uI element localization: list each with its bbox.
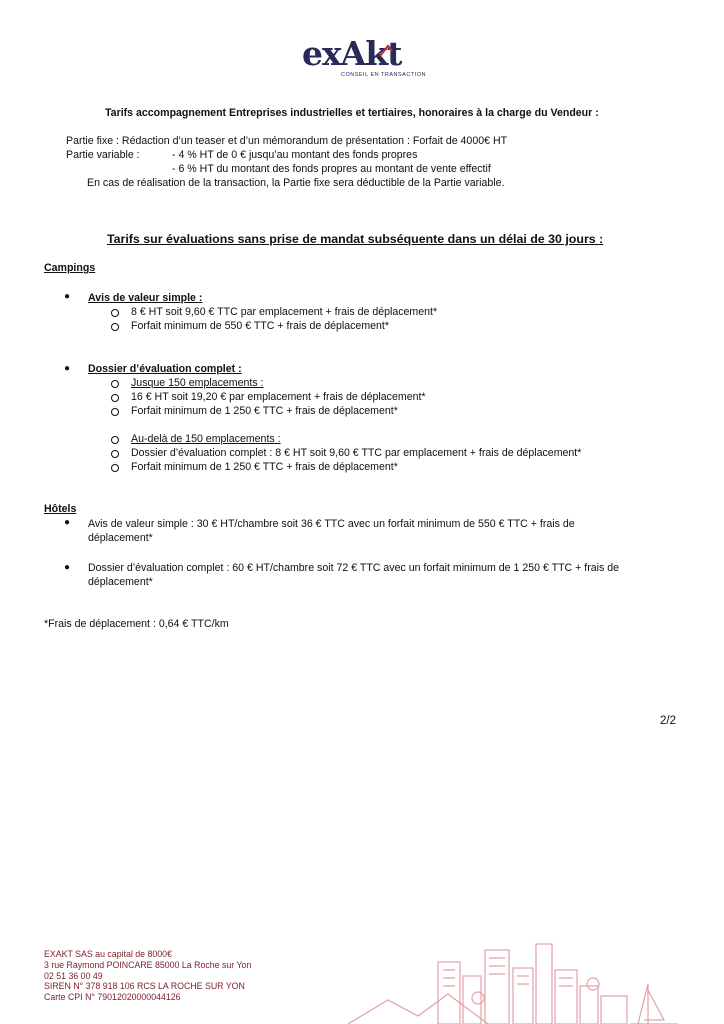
bullet-icon: ●	[64, 517, 71, 528]
deduction-note: En cas de réalisation de la transaction, la Partie fixe sera déductible de la Partie variable.	[87, 177, 505, 189]
variable-part-label: Partie variable :	[66, 149, 140, 161]
bullet-icon: ●	[64, 291, 71, 302]
list-item: Dossier d’évaluation complet : 8 € HT soit 9,60 € TTC par emplacement + frais de déplacement*	[131, 447, 582, 459]
footer-line: 02 51 36 00 49	[44, 970, 103, 981]
fixed-part: Partie fixe : Rédaction d’un teaser et d’un mémorandum de présentation : Forfait de 4000€ HT	[66, 135, 508, 147]
list-item: Forfait minimum de 1 250 € TTC + frais de déplacement*	[131, 405, 398, 417]
circle-bullet-icon	[111, 436, 119, 444]
logo-accent-icon	[378, 44, 400, 58]
circle-bullet-icon	[111, 450, 119, 458]
variable-part-2: - 6 % HT du montant des fonds propres au montant de vente effectif	[172, 163, 491, 175]
hotel-item-1-line2: déplacement*	[88, 532, 153, 544]
list-item: 16 € HT soit 19,20 € par emplacement + frais de déplacement*	[131, 391, 426, 403]
logo-tagline: CONSEIL EN TRANSACTION	[341, 72, 426, 78]
footer-line: Carte CPI N° 79012020000044126	[44, 992, 181, 1003]
logo-wordmark: exAkt	[302, 34, 402, 73]
page-number: 2/2	[660, 715, 676, 727]
circle-bullet-icon	[111, 464, 119, 472]
footer-line: 3 rue Raymond POINCARE 85000 La Roche sur Yon	[44, 959, 252, 970]
group1-label: Jusque 150 emplacements :	[131, 377, 264, 389]
campings-heading: Campings	[44, 262, 96, 274]
travel-fee-footnote: *Frais de déplacement : 0,64 € TTC/km	[44, 618, 229, 630]
list-item: 8 € HT soit 9,60 € TTC par emplacement + frais de déplacement*	[131, 306, 438, 318]
footer-line: SIREN N° 378 918 106 RCS LA ROCHE SUR YON	[44, 981, 245, 992]
company-footer	[44, 949, 251, 1003]
cityscape-illustration	[348, 940, 678, 1024]
complete-valuation-label: Dossier d’évaluation complet :	[88, 363, 242, 375]
section2-title: Tarifs sur évaluations sans prise de mandat subséquente dans un délai de 30 jours :	[107, 232, 604, 246]
exakt-logo	[300, 34, 426, 85]
hotel-item-1-line1: Avis de valeur simple : 30 € HT/chambre soit 36 € TTC avec un forfait minimum de 550 € TTC + frais de	[88, 518, 575, 530]
hotel-item-2-line1: Dossier d’évaluation complet : 60 € HT/chambre soit 72 € TTC avec un forfait minimum de 1 250 € TTC + frais de	[88, 562, 620, 574]
group2-label: Au-delà de 150 emplacements :	[131, 433, 281, 445]
list-item: Forfait minimum de 1 250 € TTC + frais de déplacement*	[131, 461, 398, 473]
circle-bullet-icon	[111, 323, 119, 331]
hotel-item-2-line2: déplacement*	[88, 576, 153, 588]
circle-bullet-icon	[111, 408, 119, 416]
variable-part-1: - 4 % HT de 0 € jusqu’au montant des fonds propres	[172, 149, 418, 161]
hotels-heading: Hôtels	[44, 503, 77, 515]
list-item: Forfait minimum de 550 € TTC + frais de déplacement*	[131, 320, 389, 332]
simple-valuation-label: Avis de valeur simple :	[88, 292, 203, 304]
circle-bullet-icon	[111, 309, 119, 317]
bullet-icon: ●	[64, 363, 71, 374]
circle-bullet-icon	[111, 394, 119, 402]
bullet-icon: ●	[64, 562, 71, 573]
footer-line: EXAKT SAS au capital de 8000€	[44, 949, 172, 959]
section1-title: Tarifs accompagnement Entreprises industrielles et tertiaires, honoraires à la charge du Vendeur :	[105, 107, 599, 119]
circle-bullet-icon	[111, 380, 119, 388]
